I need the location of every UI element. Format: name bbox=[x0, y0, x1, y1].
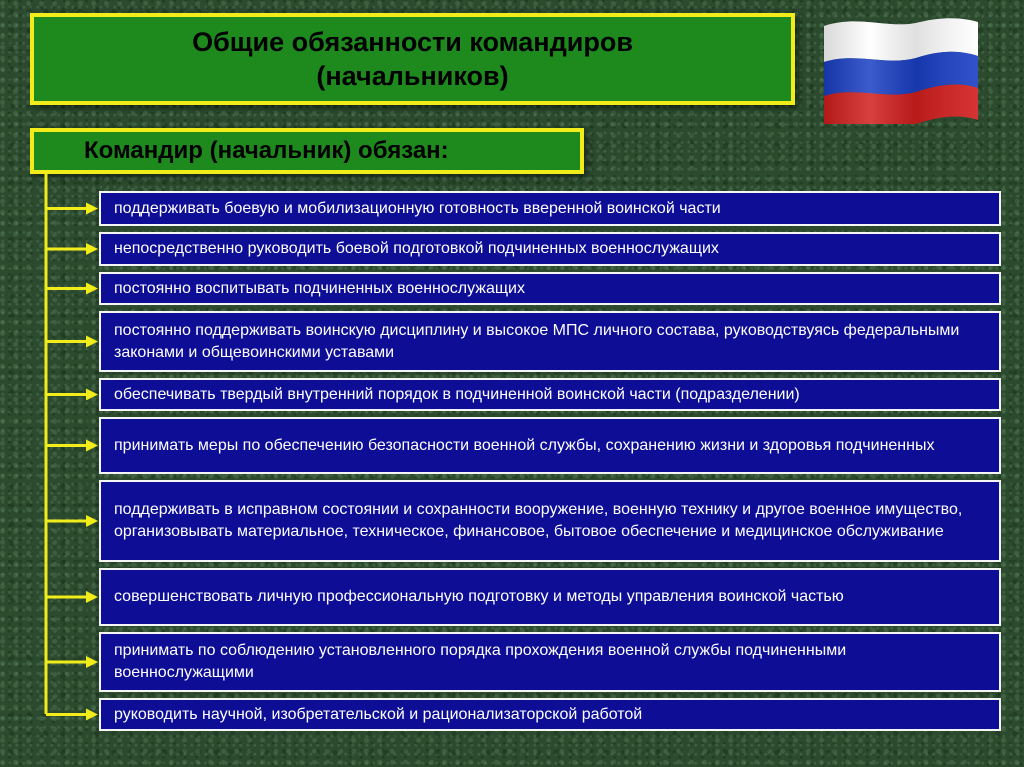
duty-item-text: непосредственно руководить боевой подготовкой подчиненных военнослужащих bbox=[114, 240, 719, 257]
duty-item bbox=[99, 480, 1001, 562]
duty-item bbox=[99, 417, 1001, 474]
duty-item-text: принимать меры по обеспечению безопасности военной службы, сохранению жизни и здоровья подчиненных bbox=[114, 436, 935, 454]
duty-item bbox=[99, 232, 1001, 266]
duty-item bbox=[99, 378, 1001, 411]
duty-item bbox=[99, 698, 1001, 731]
duty-item-text: поддерживать боевую и мобилизационную готовность вверенной воинской части bbox=[114, 199, 721, 217]
arrowhead-icon bbox=[86, 389, 98, 401]
duty-item bbox=[99, 311, 1001, 372]
duty-item-text: постоянно поддерживать воинскую дисциплину и высокое МПС личного состава, руководствуясь федеральными законами и общевоинскими уставами bbox=[114, 321, 960, 361]
russian-flag-icon bbox=[820, 12, 982, 124]
arrowhead-icon bbox=[86, 709, 98, 721]
arrowhead-icon bbox=[86, 591, 98, 603]
arrowhead-icon bbox=[86, 203, 98, 215]
arrowhead-icon bbox=[86, 515, 98, 527]
title-line-2: (начальников) bbox=[316, 61, 509, 91]
arrowhead-icon bbox=[86, 336, 98, 348]
duty-item-text: руководить научной, изобретательской и рационализаторской работой bbox=[114, 705, 643, 723]
duty-item bbox=[99, 191, 1001, 226]
arrowhead-icon bbox=[86, 656, 98, 668]
duty-item bbox=[99, 568, 1001, 626]
title-line-1: Общие обязанности командиров bbox=[192, 27, 633, 57]
title-box bbox=[30, 13, 795, 105]
duty-item-text: поддерживать в исправном состоянии и сохранности вооружение, военную технику и другое военное имущество, организовывать материальное, техническое, финансовое, бытовое обеспечение и медицинское обслуживание bbox=[114, 501, 963, 540]
arrowhead-icon bbox=[86, 243, 98, 255]
subtitle-text: Командир (начальник) обязан: bbox=[84, 137, 449, 164]
subtitle-box bbox=[30, 128, 584, 174]
duty-item bbox=[99, 272, 1001, 305]
duty-item-text: обеспечивать твердый внутренний порядок в подчиненной воинской части (подразделении) bbox=[114, 385, 800, 403]
duty-item bbox=[99, 632, 1001, 692]
duty-item-text: совершенствовать личную профессиональную подготовку и методы управления воинской частью bbox=[114, 588, 844, 605]
duty-item-text: постоянно воспитывать подчиненных военнослужащих bbox=[114, 279, 525, 297]
arrowhead-icon bbox=[86, 440, 98, 452]
duty-item-text: принимать по соблюдению установленного порядка прохождения военной службы подчиненными военнослужащими bbox=[114, 642, 847, 681]
arrowhead-icon bbox=[86, 283, 98, 295]
